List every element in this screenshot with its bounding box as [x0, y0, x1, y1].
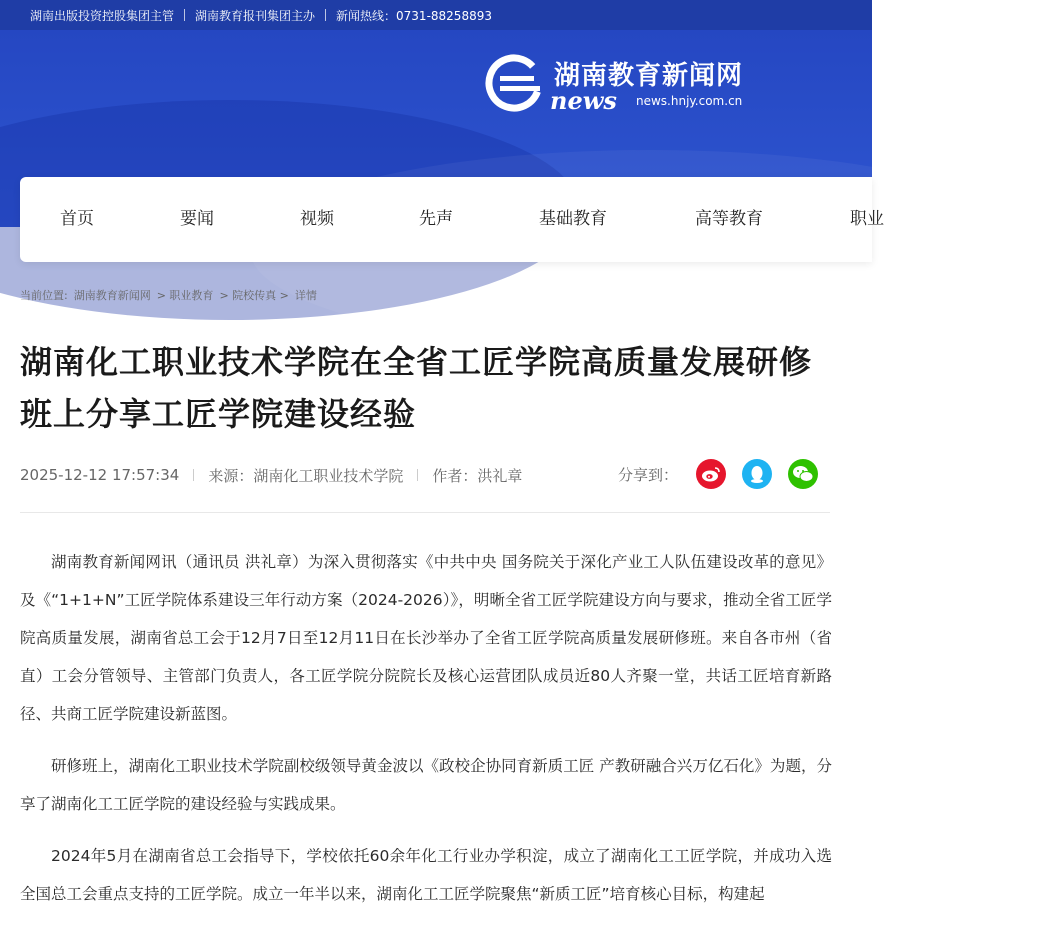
- article-author: 作者：洪礼章: [432, 466, 523, 485]
- share-label: 分享到：: [618, 465, 679, 484]
- nav-item-vocational[interactable]: 职业: [850, 209, 884, 229]
- article-body: [20, 543, 832, 927]
- article-paragraph: 湖南教育新闻网讯（通讯员 洪礼章）为深入贯彻落实《中共中央 国务院关于深化产业工人队伍建设改革的意见》及《“1+1+N”工匠学院体系建设三年行动方案（2024-2026）》，明晰全省工匠学院建设方向与要求，推动全省工匠学院高质量发展，湖南省总工会于12月7日至12月11日在长沙举办了全省工匠学院高质量发展研修班。来自各市州（省直）工会分管领导、主管部门负责人，各工匠学院分院院长及核心运营团队成员近80人齐聚一堂，共话工匠培育新路径、共商工匠学院建设新蓝图。: [20, 553, 832, 723]
- nav-item-home[interactable]: 首页: [60, 209, 94, 229]
- breadcrumb: [20, 287, 317, 303]
- site-url: news.hnjy.com.cn: [636, 94, 743, 108]
- top-info-bar: [0, 0, 872, 30]
- meta-divider: [417, 469, 418, 481]
- article-paragraph: 研修班上，湖南化工职业技术学院副校级领导黄金波以《政校企协同育新质工匠 产教研融合兴万亿石化》为题，分享了湖南化工工匠学院的建设经验与实践成果。: [20, 757, 832, 813]
- article-title: 湖南化工职业技术学院在全省工匠学院高质量发展研修班上分享工匠学院建设经验: [20, 343, 813, 433]
- article-datetime: 2025-12-12 17:57:34: [20, 466, 180, 484]
- breadcrumb-home-link[interactable]: 湖南教育新闻网: [73, 289, 151, 302]
- breadcrumb-label: 当前位置:: [20, 289, 68, 302]
- topbar-supervisor: 湖南出版投资控股集团主管: [30, 8, 175, 23]
- nav-item-video[interactable]: 视频: [300, 209, 334, 229]
- wechat-icon[interactable]: [788, 459, 818, 489]
- site-logo[interactable]: [484, 52, 764, 118]
- topbar-divider: [325, 9, 326, 21]
- topbar-divider: [184, 9, 185, 21]
- breadcrumb-vocational-link[interactable]: > 职业教育: [156, 289, 214, 302]
- breadcrumb-school-news-link[interactable]: > 院校传真 >: [219, 289, 289, 302]
- nav-item-basic-education[interactable]: 基础教育: [539, 209, 607, 229]
- meta-divider: [193, 469, 194, 481]
- article-source: 来源：湖南化工职业技术学院: [208, 466, 404, 485]
- article-paragraph: 2024年5月在湖南省总工会指导下，学校依托60余年化工行业办学积淀，成立了湖南化工工匠学院，并成功入选全国总工会重点支持的工匠学院。成立一年半以来，湖南化工工匠学院聚焦“新质工匠”培育核心目标，构建起: [20, 847, 832, 903]
- site-name: 湖南教育新闻网: [554, 61, 744, 91]
- logo-emblem-icon: [484, 52, 550, 118]
- logo-news-wordmark: news: [550, 86, 617, 115]
- weibo-icon[interactable]: [696, 459, 726, 489]
- meta-divider-line: [20, 512, 830, 513]
- breadcrumb-current: 详情: [294, 289, 317, 302]
- share-bar: [618, 458, 834, 490]
- nav-item-news[interactable]: 要闻: [180, 209, 214, 229]
- nav-item-higher-education[interactable]: 高等教育: [695, 209, 763, 229]
- topbar-organizer: 湖南教育报刊集团主办: [195, 8, 316, 23]
- topbar-hotline: 新闻热线：0731-88258893: [336, 8, 492, 23]
- qq-icon[interactable]: [742, 459, 772, 489]
- main-navigation: [20, 177, 884, 262]
- article-meta: [20, 462, 522, 488]
- nav-item-xiansheng[interactable]: 先声: [419, 209, 453, 229]
